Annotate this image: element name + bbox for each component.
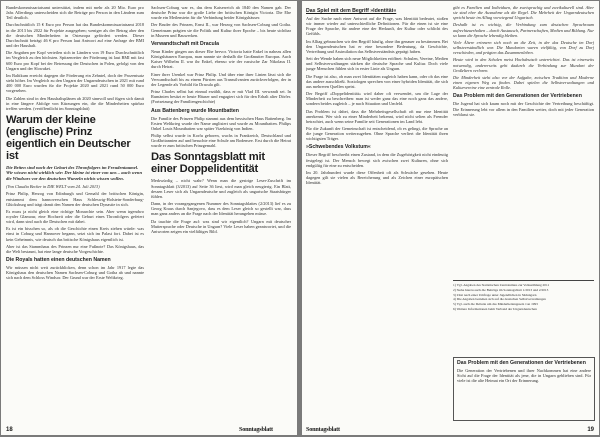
paragraph: Aber ist das Stammhaus des Prinzen nur eine Fußnote? Das Königshaus, das die Welt bestaunt, hat eine lange deutsche Vorgeschichte. (6, 243, 144, 254)
left-page (1, 1, 297, 435)
page-number: 18 (6, 427, 13, 433)
paragraph: Philip selbst wurde in Korfu geboren, wuchs in Frankreich, Deutschland und Großbritannien auf und besuchte eine Schule am Bodensee. Erst durch die Heirat wurde er zum britischen Prinzgemahl. (151, 132, 291, 149)
paragraph: Heute wird in den Schulen meist Hochdeutsch unterrichtet. Das ist einerseits notwendig, andererseits geht dadurch die Verbindung zur Mundart der Großeltern verloren. (453, 57, 594, 73)
paragraph: gibt es Familien und Individuen, die zweisprachig und zweikulturell sind. Aber sie sind eher die Ausnahme als die Regel. Die Mehrheit der Ungarndeutschen spricht heute im Alltag vorwiegend Ungarisch. (453, 5, 594, 21)
footnote: 2) Siehe hierzu auch die Beiträge im Sonntagsblatt 1/2013 und 2/2013 (453, 287, 549, 292)
paragraph: Dieser Begriff beschreibt einen Zustand, in dem die Zugehörigkeit nicht eindeutig festgelegt ist. Der Mensch bewegt sich zwischen zwei Kulturen, ohne sich endgültig für eine zu entscheiden. (306, 152, 448, 168)
left-column-2 (151, 5, 291, 236)
paragraph: Merkwürdig – nicht wahr? Wenn man die gestrige Leser-Zuschrift im Sonntagsblatt (3/2013) auf Seite 36 liest, wird man gleich neugierig. Ein Blatt, dessen Leser sich als Ungarndeutsche und zugleich als ungarische Staatsbürger fühlen. (151, 178, 291, 199)
paragraph: Für die Zukunft der Gemeinschaft ist entscheidend, ob es gelingt, die Sprache an die junge Generation weiterzugeben. Ohne Sprache verliert die Identität ihren wichtigsten Träger. (306, 125, 448, 142)
paragraph: Die Jugend hat sich kaum noch mit der Geschichte der Vertreibung beschäftigt. Die Erinnerung lebt vor allem in den Familien weiter, doch mit jeder Generation verblasst sie. (453, 101, 594, 117)
paragraph: Der Bruder des Prinzen, Ernst II., war Herzog von Sachsen-Coburg und Gotha. Gemeinsam prägten sie die Politik und Kultur ihrer Epoche – bis heute sichtbar in Museen und Bauwerken. (151, 22, 291, 38)
paragraph: Neun Kinder gingen aus dieser Ehe hervor. Victoria hatte Enkel in nahezu allen Königshäusern Europas, man nannte sie deshalb die Großmutter Europas. Auch Kaiser Wilhelm II. war ihr Enkel, ebenso wie der russische Zar Nikolaus II. durch Heirat. (151, 48, 291, 70)
paragraph: Der Begriff »Doppelidentität« wird daher oft verwendet, um die Lage der Minderheit zu beschreiben: man ist weder ganz das eine noch ganz das andere, sondern beides zugleich – je nach Situation und Umfeld. (306, 91, 448, 107)
footnote: 5) Vgl. auch die Debatte um das Minderheitengesetz von 1993 (453, 302, 538, 307)
footnotes (453, 283, 594, 343)
sidebar-box (453, 357, 595, 421)
headline-prince: Warum der kleine (englische) Prinz eigentlich ein Deutscher ist (6, 113, 131, 162)
paragraph: Viele Ältere erinnern sich noch an die Zeit, in der das Deutsche im Dorf selbstverständlich war. Die Mundarten waren vielfältig, von Dorf zu Dorf verschieden, und prägten das Zusammenleben. (453, 39, 594, 56)
paragraph: Seit der Wende haben sich neue Möglichkeiten eröffnet: Schulen, Vereine, Medien und Selbstverwaltungen stärken die deutsche Sprache und Kultur. Doch viele junge Menschen fühlen sich in erster Linie als Ungarn. (306, 56, 448, 72)
subheading: Die Royals hatten einen deutschen Namen (6, 257, 111, 264)
paragraph: Es ist ein bisschen so, als ob die Geschichte einen Kreis ziehen würde: was einst in Coburg und Hannover begann, setzt sich im Palast fort. Dabei ist es kein Geheimnis, wie deutsch das britische Königshaus eigentlich ist. (6, 226, 144, 242)
footnote: 1) Vgl. Angaben des Statistischen Zentralamtes zur Volkszählung 2011 (453, 283, 550, 287)
paragraph: Im Alltag gebrauchen wir den Begriff häufig, ohne ihn genauer zu bestimmen. Bei den Ungarndeutschen hat er eine besondere Bedeutung, da Geschichte, Vertreibung und Assimilation das Selbstverständnis geprägt haben. (306, 38, 448, 54)
page-number: 19 (587, 427, 594, 433)
paragraph: Durchschnittlich 15 € Euro pro Person hat das Bundeskommissariatsamt 2018 in die 2013 bis 2022 für Projekte ausgegeben; weniger als der Betrag aber den die deutschen Minderheiten in Osteuropa gefördert werden. Dieser Durchschnitt beträgt 46 € pro Person laut Antwort auf eine Anfrage der BMI und der Haushalt. (6, 22, 144, 49)
box-title: Das Problem mit den Generationen der Vertriebenen (457, 360, 586, 366)
paragraph: Die Familie des Prinzen Philip stammt aus dem hessischen Haus Battenberg. Im Ersten Weltkrieg wurde der Name anglisiert und wurde zu Mountbatten. Philips Onkel Louis Mountbatten war später Vizekönig von Indien. (151, 115, 291, 131)
subheading: Das Problem mit den Generationen der Vertriebenen (453, 93, 582, 100)
paragraph: Die Zahlen sind in den Haushaltsplänen ab 2020 sinnvoll und fügen sich damit in eine längere Abfolge von Kürzungen ein, die die Minderheiten spürbar treffen werden. (veröffentlicht im Sonntagsblatt) (6, 95, 144, 111)
paragraph: Prinz Charles selbst hat einmal erzählt, dass er mit Vlad III. verwandt sei. In Rumänien besitzt er heute Häuser und engagiert sich für den Erhalt alter Dörfer. (Fortsetzung der Familiengeschichte) (151, 89, 291, 105)
headline-identitaet: Das Spiel mit dem Begriff »Identität« (306, 8, 397, 14)
headline-doppelidentitaet: Das Sonntagsblatt mit einer Doppelidentität (151, 151, 265, 176)
article-dek: Die Briten sind nach der Geburt des Thronfolgers im Freudentaumel. Wir wissen nicht wirklich wie: Der kleine ist einer von uns – auch wenn die Windsors vor den deutschen Wurzeln nichts wissen wollen. (6, 164, 143, 181)
paragraph: Im Baltikum erreicht dagegen die Förderung ein Zehntel, doch der Prozentsatz steht höher. Im Vergleich zu den Ungarn der Ungarndeutschen in 2021 mit rund 400 000 Euro wurden für die Projekte 2020 und 2021 rund 50 000 Euro vorgesehen. (6, 72, 144, 94)
paragraph: Dann, in der vorangegangenen Nummer des Sonntagsblattes (2/2013) lief es zu Georg Kraus durch Sanjegovo, dass es dem Leser gleich so gestellt war, dass man ganz anders an die Frage nach der Identität herangehen müsse. (151, 201, 291, 217)
footnote: 4) Die Angaben beziehen sich auf die deutschen Selbstverwaltungen (453, 297, 546, 302)
paragraph: Die Angaben per Kopf verteilen sich in Ländern von 19 Euro Durchschnittlich im Vergleich zu den höchsten. Spitzenreiter der Förderung ist laut BMI mit fast 600 Euro pro Kopf bei der Betreuung der Deutschen in Polen, gefolgt von den Ungarn und der Slowakei. (6, 50, 144, 71)
paragraph: Da tauchte die Frage auf: was sind wir eigentlich? Ungarn mit deutscher Muttersprache oder Deutsche in Ungarn? Viele Leser haben geantwortet, und die Antworten zeigen ein vielfältiges Bild. (151, 218, 291, 234)
paragraph: Sachsen-Coburg war es, das dem Kaiserreich ab 1840 den Namen gab. Der deutsche Prinz war die große Liebe der britischen Königin Victoria. Die Ehe wurde ein Meilenstein für die Verbindung beider Königshäuser. (151, 5, 291, 21)
paragraph: Auf der Suche nach einer Antwort auf die Frage, was Identität bedeutet, stoßen wir immer wieder auf unterschiedliche Definitionen. Für die einen ist sie eine Frage der Sprache, für andere eine der Herkunft, der Kultur oder schlicht des Gefühls. (306, 16, 448, 37)
brand-logo: Sonntagsblatt (306, 426, 340, 433)
paragraph: Das Problem ist dabei, dass die Mehrheitsgesellschaft oft nur eine Identität anerkennt. Wer sich zu einer Minderheit bekennt, wird nicht selten als Fremder betrachtet, auch wenn seine Familie seit Generationen im Land lebt. (306, 108, 448, 124)
right-column-1 (306, 5, 448, 187)
brand-logo: Sonntagsblatt (239, 426, 273, 433)
paragraph: Wir müssen nicht weit zurückblicken, denn schon im Jahr 1917 legte das Königshaus den deutschen Namen Sachsen-Coburg und Gotha ab und nannte sich nach dem Schloss Windsor. Der Grund war der Erste Weltkrieg. (6, 265, 144, 281)
footnote-divider (453, 280, 594, 281)
paragraph: Im 20. Jahrhundert wurde diese Offenheit oft als Schwäche gesehen. Heute dagegen gilt sie vielen als Bereicherung und als Zeichen einer europäischen Identität. (306, 169, 448, 186)
paragraph: Es muss ja nicht gleich eine richtige Monarchie sein. Aber wenn irgendwo royaler Glamour, eine Hochzeit oder die Geburt eines Thronfolgers gefeiert wird, dann sind auch die Deutschen mit dabei. (6, 208, 144, 225)
byline: (Von Claudia Becker in DIE WELT vom 24. Juli 2013) (6, 184, 100, 190)
paragraph: Einer ihrer Urenkel war Prinz Philip. Und über eine ihrer Linien lässt sich die Verwandtschaft bis zu einem Fürsten aus Transsilvanien zurückverfolgen, der in der Legende als Vorbild für Dracula gilt. (151, 71, 291, 87)
paragraph: Deshalb ist es wichtig, die Verbindung zum deutschen Sprachraum aufrechtzuerhalten – durch Austausch, Partnerschaften, Medien und Bildung. Nur so kann die Sprache lebendig bleiben. (453, 22, 594, 38)
subheading: Verwandtschaft mit Dracula (151, 40, 220, 47)
paragraph: Bundeskommissariatsamt unterstützt, indem mit mehr als 20 Mio. Euro pro Jahr. Allerdings unterscheiden sich die Beträge pro Person in den Ländern zum Teil deutlich. (6, 5, 144, 21)
right-column-2 (453, 5, 594, 277)
paragraph: Die Frage ist also, ob man zwei Identitäten zugleich haben kann, oder ob das eine das andere ausschließt. Soziologen sprechen von einer hybriden Identität, die sich aus mehreren Quellen speist. (306, 73, 448, 89)
left-column-1 (6, 5, 144, 283)
footnote: 3) Zitat nach einer Umfrage unter Jugendlichen in Südungarn (453, 292, 537, 297)
subheading: Aus Battenberg wurde Mountbatten (151, 107, 239, 114)
subheading: »Schwebendes Volkstum« (306, 144, 371, 151)
footnote: 6) Weitere Informationen beim Verband der Ungarndeutschen (453, 306, 537, 311)
box-text: Die Generation der Vertriebenen und ihrer Nachkommen hat eine andere Sicht auf die Frage der Identität als jene, die in Ungarn geblieben sind. Für viele ist die alte Heimat ein Ort der Erinnerung. (457, 368, 591, 384)
paragraph: Die Minderheit steht also vor der Aufgabe, zwischen Tradition und Moderne einen eigenen Weg zu finden. Dabei spielen die Selbstverwaltungen und Kulturvereine eine zentrale Rolle. (453, 74, 594, 91)
right-page (302, 1, 599, 435)
paragraph: Prinz Philip, Herzog von Edinburgh und Gemahl der britischen Königin, entstammt dem hannoverschen Haus Schleswig-Holstein-Sonderburg-Glücksburg und trägt damit den Namen der deutschen Dynastie in sich. (6, 191, 144, 207)
